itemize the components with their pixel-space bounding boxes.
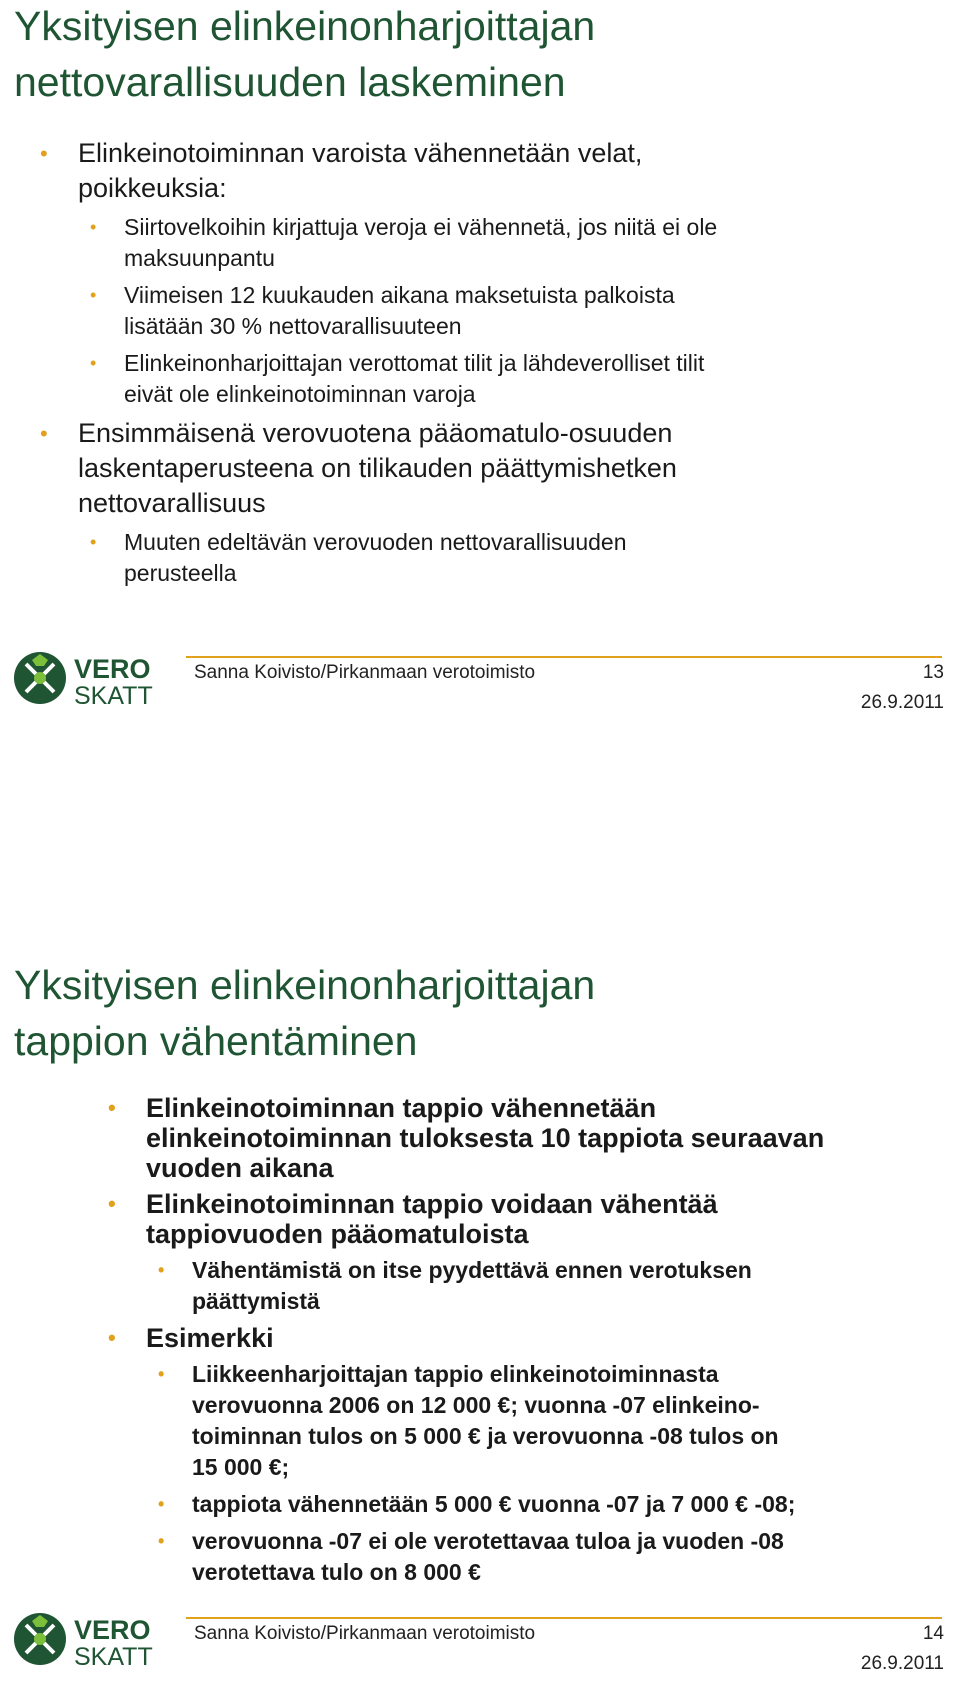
slide-title (14, 957, 595, 1069)
bullet-text: päättymistä (192, 1288, 320, 1314)
bullet-list (0, 136, 940, 595)
bullet-text: • Vähentämistä on itse pyydettävä ennen verotuksen (192, 1257, 752, 1283)
footer-author: Sanna Koivisto/Pirkanmaan verotoimisto (194, 662, 536, 683)
title-line: Yksityisen elinkeinonharjoittajan (14, 3, 596, 49)
bullet-text: maksuunpantu (124, 245, 275, 271)
sub-bullet-item (0, 1255, 940, 1317)
bullet-item (0, 1189, 940, 1249)
bullet-text: nettovarallisuus (78, 488, 266, 518)
vero-skatt-logo (12, 650, 180, 706)
bullet-text: elinkeinotoiminnan tuloksesta 10 tappiota seuraavan (146, 1123, 825, 1153)
bullet-text: laskentaperusteena on tilikauden päättymishetken (78, 453, 677, 483)
page-number: 14 (922, 1623, 944, 1644)
emblem-center (34, 1633, 46, 1645)
bullet-item (0, 1323, 940, 1353)
footer-divider (186, 656, 942, 658)
bullet-item (0, 1093, 940, 1183)
bullet-text: • Elinkeinotoiminnan varoista vähennetään velat, (78, 138, 643, 168)
sub-bullet-item (0, 280, 940, 342)
bullet-text: lisätään 30 % nettovarallisuuteen (124, 313, 462, 339)
bullet-text: • Muuten edeltävän verovuoden nettovarallisuuden (124, 529, 627, 555)
bullet-text: poikkeuksia: (78, 173, 227, 203)
bullet-text: • Viimeisen 12 kuukauden aikana maksetuista palkoista (124, 282, 675, 308)
slide-14 (0, 962, 960, 1687)
bullet-item (0, 136, 940, 206)
bullet-item (0, 416, 940, 521)
sub-bullet-item (0, 1526, 940, 1588)
bullet-text: • Elinkeinonharjoittajan verottomat tilit ja lähdeverolliset tilit (124, 350, 705, 376)
sub-bullet-item (0, 212, 940, 274)
sub-bullet-item (0, 1359, 940, 1483)
sub-bullet-item (0, 1489, 940, 1520)
logo-text-vero: VERO (74, 654, 151, 684)
bullet-text: • Esimerkki (146, 1323, 274, 1353)
logo-text-skatt: SKATT (74, 1643, 153, 1667)
emblem-center (34, 672, 46, 684)
bullet-text: • Siirtovelkoihin kirjattuja veroja ei vähennetä, jos niitä ei ole (124, 214, 718, 240)
bullet-text: eivät ole elinkeinotoiminnan varoja (124, 381, 476, 407)
page-number: 13 (922, 662, 944, 683)
bullet-text: • Elinkeinotoiminnan tappio voidaan vähentää (146, 1189, 718, 1219)
footer-divider (186, 1617, 942, 1619)
bullet-text: vuoden aikana (146, 1153, 334, 1183)
vero-skatt-logo (12, 1611, 180, 1667)
bullet-list (0, 1093, 940, 1594)
bullet-text: • Ensimmäisenä verovuotena pääomatulo-osuuden (78, 418, 673, 448)
bullet-text: • tappiota vähennetään 5 000 € vuonna -07 ja 7 000 € -08; (192, 1491, 796, 1517)
bullet-text: • Elinkeinotoiminnan tappio vähennetään (146, 1093, 657, 1123)
bullet-text: verovuonna 2006 on 12 000 €; vuonna -07 elinkeino- (192, 1392, 760, 1418)
slide-13 (0, 0, 960, 720)
sub-bullet-item (0, 527, 940, 589)
sub-bullet-item (0, 348, 940, 410)
bullet-text: toiminnan tulos on 5 000 € ja verovuonna -08 tulos on (192, 1423, 779, 1449)
title-line: nettovarallisuuden laskeminen (14, 59, 566, 105)
slide-title (14, 0, 595, 110)
title-line: Yksityisen elinkeinonharjoittajan (14, 962, 596, 1008)
footer-date: 26.9.2011 (860, 1653, 944, 1674)
title-line: tappion vähentäminen (14, 1018, 418, 1064)
bullet-text: tappiovuoden pääomatuloista (146, 1219, 529, 1249)
footer-author: Sanna Koivisto/Pirkanmaan verotoimisto (194, 1623, 536, 1644)
logo-text-skatt: SKATT (74, 682, 153, 706)
bullet-text: perusteella (124, 560, 237, 586)
logo-text-vero: VERO (74, 1615, 151, 1645)
footer-date: 26.9.2011 (860, 692, 944, 713)
bullet-text: 15 000 €; (192, 1454, 290, 1480)
bullet-text: • verovuonna -07 ei ole verotettavaa tuloa ja vuoden -08 (192, 1528, 784, 1554)
bullet-text: verotettava tulo on 8 000 € (192, 1559, 481, 1585)
bullet-text: • Liikkeenharjoittajan tappio elinkeinotoiminnasta (192, 1361, 719, 1387)
